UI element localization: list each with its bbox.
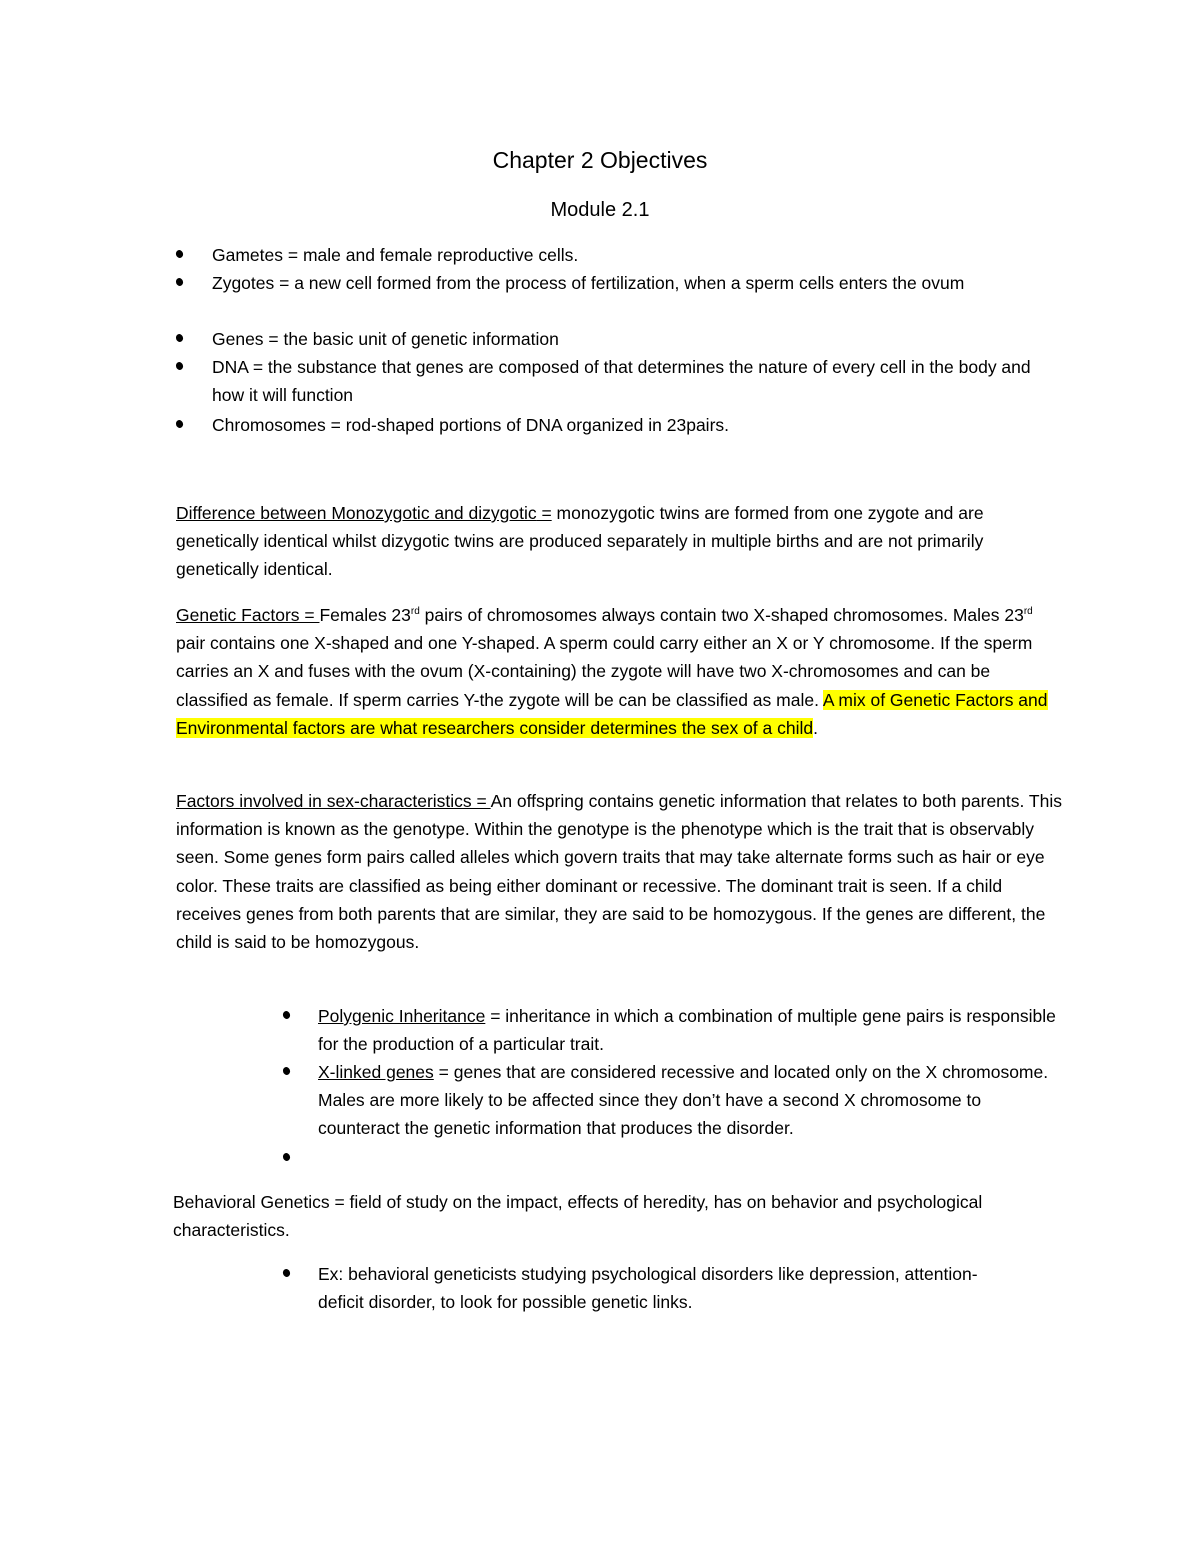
example-item: Ex: behavioral geneticists studying psychological disorders like depression, attention-deficit disorder, to look for possible genetic links. — [318, 1260, 1018, 1316]
bullet-icon — [175, 419, 184, 429]
list-item: Gametes = male and female reproductive cells. — [212, 241, 1062, 269]
list-item: Zygotes = a new cell formed from the process of fertilization, when a sperm cells enters the ovum — [212, 269, 1042, 297]
sex-characteristics-term: Factors involved in sex-characteristics = — [176, 791, 491, 811]
twins-term: Difference between Monozygotic and dizygotic — [176, 503, 537, 523]
bullet-icon — [282, 1010, 291, 1020]
list-item: DNA = the substance that genes are composed of that determines the nature of every cell in the body and how it will function — [212, 353, 1047, 409]
bullet-icon — [175, 249, 184, 259]
module-heading: Module 2.1 — [550, 199, 650, 221]
bullet-icon — [175, 277, 184, 287]
genetic-factors-term: Genetic Factors = — [176, 605, 320, 625]
sex-characteristics-paragraph: Factors involved in sex-characteristics = An offspring contains genetic information that relates to both parents. This information is known as the genotype. Within the genotype is the phenotype which is the trait that is observably seen. Some genes form pairs called alleles which govern traits that may take alternate forms such as hair or eye color. These traits are classified as being either dominant or recessive. The dominant trait is seen. If a child receives genes from both parents that are similar, they are said to be homozygous. If the genes are different, the child is said to be homozygous. — [176, 791, 1062, 953]
behavioral-genetics-paragraph: Behavioral Genetics = field of study on the impact, effects of heredity, has on behavior and psychological characteristics. — [173, 1192, 983, 1241]
bullet-icon — [282, 1066, 291, 1076]
highlighted-text: A mix of Genetic Factors and Environmental factors are what researchers consider determines the sex of a child — [176, 689, 1048, 738]
page-title: Chapter 2 Objectives — [492, 147, 708, 173]
genetic-factors-paragraph: Genetic Factors = Females 23rd pairs of chromosomes always contain two X-shaped chromosomes. Males 23rd pair contains one X-shaped and one Y-shaped. A sperm could carry either an X or Y chromosome. If the sperm carries an X and fuses with the ovum (X-containing) the zygote will have two X-chromosomes and can be classified as female. If sperm carries Y-the zygote will be can be classified as male. A mix of Genetic Factors and Environmental factors are what researchers consider determines the sex of a child. — [176, 605, 1048, 738]
list-item: Polygenic Inheritance = inheritance in which a combination of multiple gene pairs is responsible for the production of a particular trait. — [318, 1002, 1058, 1058]
bullet-icon — [175, 361, 184, 371]
list-item: X-linked genes = genes that are considered recessive and located only on the X chromosome. Males are more likely to be affected since they don’t have a second X chromosome to counteract the genetic information that produces the disorder. — [318, 1058, 1058, 1143]
bullet-icon — [175, 333, 184, 343]
twins-paragraph: Difference between Monozygotic and dizygotic = monozygotic twins are formed from one zygote and are genetically identical whilst dizygotic twins are produced separately in multiple births and are not primarily genetically identical. — [176, 503, 984, 580]
bullet-icon — [282, 1268, 291, 1278]
list-item: Genes = the basic unit of genetic information — [212, 325, 1062, 353]
bullet-icon — [282, 1152, 291, 1162]
list-item: Chromosomes = rod-shaped portions of DNA organized in 23pairs. — [212, 411, 1062, 439]
